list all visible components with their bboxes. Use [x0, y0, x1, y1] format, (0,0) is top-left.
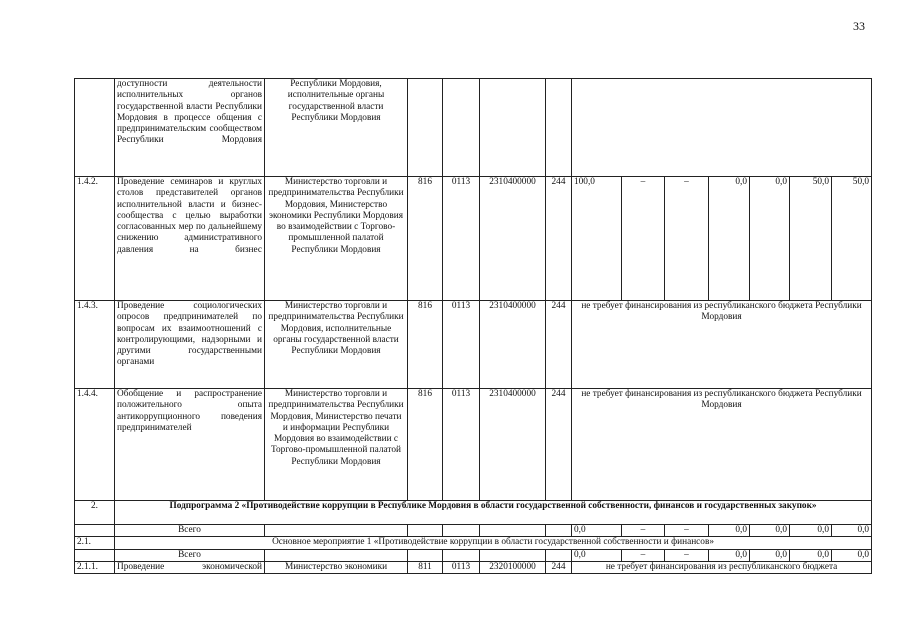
value-6: 50,0 [790, 177, 832, 301]
executor: Министерство экономики [265, 561, 408, 573]
table-row [75, 537, 872, 549]
executor: Министерство торговли и предпринимательства Республики Мордовия, Министерство экономики Республики Мордовия во взаимодействии с Торгово-промышленной палатой Республики Мордовия [265, 177, 408, 301]
csr-code: 2310400000 [480, 177, 546, 301]
value-2: – [622, 549, 665, 561]
csr-code: 2320100000 [480, 561, 546, 573]
row-number [75, 79, 115, 177]
vr-code: 244 [546, 177, 572, 301]
table-row [75, 79, 872, 177]
rzpr-code: 0113 [443, 301, 480, 389]
vr-code: 244 [546, 389, 572, 501]
main-activity-title: Основное мероприятие 1 «Противодействие коррупции в области государственной собственности и финансов» [115, 537, 872, 549]
financing-note: не требует финансирования из республиканского бюджета Республики Мордовия [572, 389, 872, 501]
row-number: 1.4.4. [75, 389, 115, 501]
event-name: Проведение социологических опросов предпринимателей по вопросам их взаимоотношений с контролирующими, надзорными и другими государственными органами [115, 301, 265, 389]
grbs-code: 816 [408, 389, 443, 501]
value-4: 0,0 [709, 549, 750, 561]
value-total: 0,0 [572, 525, 622, 537]
value-5: 0,0 [750, 177, 790, 301]
grbs-code: 816 [408, 301, 443, 389]
row-number: 2.1. [75, 537, 115, 549]
table-row [75, 177, 872, 301]
grbs-code: 811 [408, 561, 443, 573]
value-4: 0,0 [709, 177, 750, 301]
row-number: 1.4.2. [75, 177, 115, 301]
value-3: – [665, 177, 709, 301]
value-7: 50,0 [832, 177, 872, 301]
total-label: Всего [115, 525, 265, 537]
event-name: Проведение семинаров и круглых столов представителей органов исполнительной власти и бизнес-сообщества с целью выработки согласованных мер по дальнейшему снижению административного давления на бизнес [115, 177, 265, 301]
executor: Министерство торговли и предпринимательства Республики Мордовия, Министерство печати и информации Республики Мордовия во взаимодействии с Торгово-промышленной палатой Республики Мордовия [265, 389, 408, 501]
financing-note: не требует финансирования из республиканского бюджета [572, 561, 872, 573]
table-row [75, 389, 872, 501]
value-5: 0,0 [750, 525, 790, 537]
value-total: 100,0 [572, 177, 622, 301]
rzpr-code: 0113 [443, 177, 480, 301]
csr-code: 2310400000 [480, 301, 546, 389]
value-7: 0,0 [832, 525, 872, 537]
csr-code: 2310400000 [480, 389, 546, 501]
value-7: 0,0 [832, 549, 872, 561]
subprogram-title: Подпрограмма 2 «Противодействие коррупции в Республике Мордовия в области государственной собственности, финансов и государственных закупок» [115, 501, 872, 525]
executor: Республики Мордовия, исполнительные органы государственной власти Республики Мордовия [265, 79, 408, 177]
event-name: доступности деятельности исполнительных органов государственной власти Республики Мордовия в процессе общения с предпринимательским сообществом Республики Мордовия [115, 79, 265, 177]
table-row [75, 549, 872, 561]
value-4: 0,0 [709, 525, 750, 537]
program-table [74, 78, 872, 574]
event-name: Обобщение и распространение положительного опыта антикоррупционного поведения предпринимателей [115, 389, 265, 501]
table-row [75, 561, 872, 573]
total-label: Всего [115, 549, 265, 561]
value-6: 0,0 [790, 549, 832, 561]
table-row [75, 525, 872, 537]
value-2: – [622, 525, 665, 537]
vr-code: 244 [546, 561, 572, 573]
vr-code: 244 [546, 301, 572, 389]
value-2: – [622, 177, 665, 301]
financing-note: не требует финансирования из республиканского бюджета Республики Мордовия [572, 301, 872, 389]
value-3: – [665, 549, 709, 561]
page-number: 33 [853, 19, 865, 33]
rzpr-code: 0113 [443, 561, 480, 573]
value-3: – [665, 525, 709, 537]
rzpr-code: 0113 [443, 389, 480, 501]
value-6: 0,0 [790, 525, 832, 537]
value-total: 0,0 [572, 549, 622, 561]
row-number: 2. [75, 501, 115, 525]
executor: Министерство торговли и предпринимательства Республики Мордовия, исполнительные органы государственной власти Республики Мордовия [265, 301, 408, 389]
table-row [75, 301, 872, 389]
table-row [75, 501, 872, 525]
value-5: 0,0 [750, 549, 790, 561]
event-name: Проведение экономической [115, 561, 265, 573]
grbs-code: 816 [408, 177, 443, 301]
row-number: 1.4.3. [75, 301, 115, 389]
row-number: 2.1.1. [75, 561, 115, 573]
